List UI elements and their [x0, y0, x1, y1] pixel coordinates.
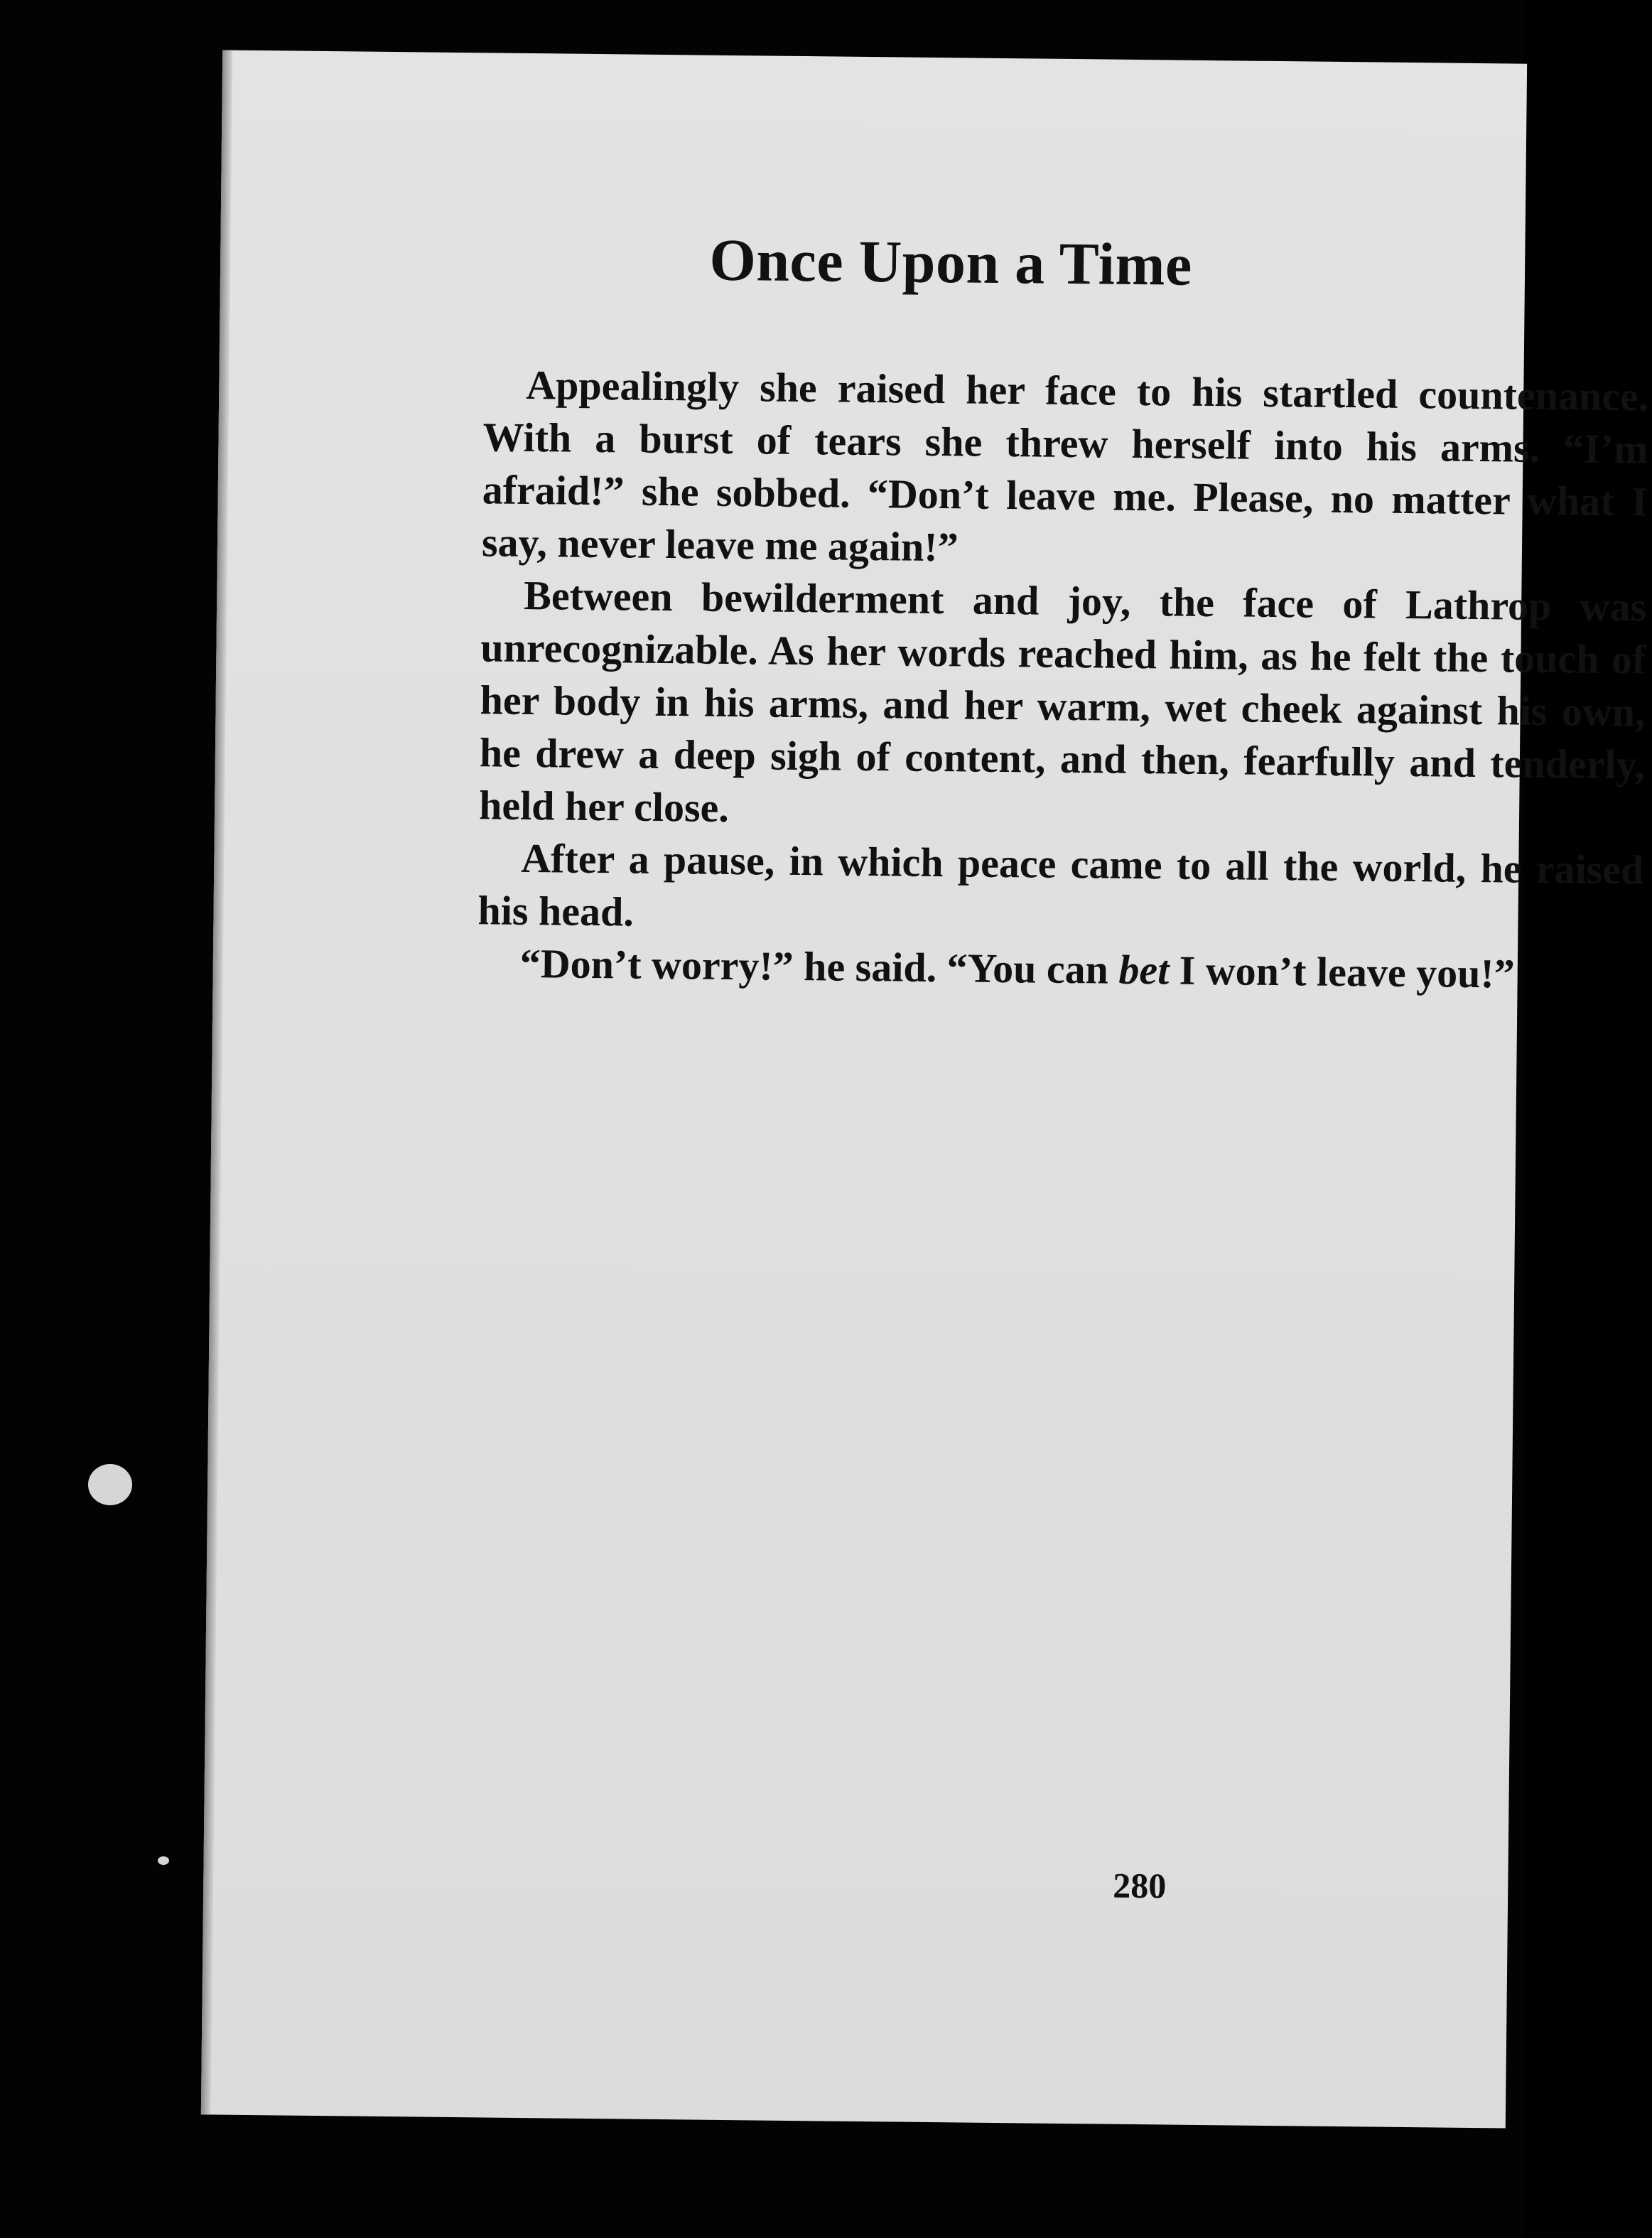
dust-speck — [88, 1464, 132, 1505]
page-edge — [201, 50, 232, 2114]
running-head: Once Upon a Time — [709, 227, 1193, 298]
paragraph-4-end: I won’t leave you!” — [1168, 947, 1516, 997]
page-number: 280 — [1112, 1865, 1167, 1906]
paragraph-1: Appealingly she raised her face to his startled countenance. With a burst of tears she threw herself into his arms. “I’m afraid!” she sobbed. “Don’t leave me. Please, no matter what I say, never leave me again!” — [481, 361, 1649, 571]
paragraph-3: After a pause, in which peace came to all the world, he raised his head. — [477, 834, 1644, 935]
paragraph-4 — [477, 937, 1643, 1001]
paragraph-4-italic: bet — [1118, 946, 1170, 994]
book-page — [201, 50, 1649, 2128]
body-text — [477, 358, 1648, 1001]
dust-speck — [158, 1856, 169, 1865]
paragraph-2: Between bewilderment and joy, the face of Lathrop was unrecognizable. As her words reached him, as he felt the touch of her body in his arms, and her warm, wet cheek against his own, he drew a deep sigh of content, and then, fearfully and tenderly, held her close. — [478, 571, 1647, 831]
paragraph-4-start: “Don’t worry!” he said. “You can — [519, 940, 1119, 993]
